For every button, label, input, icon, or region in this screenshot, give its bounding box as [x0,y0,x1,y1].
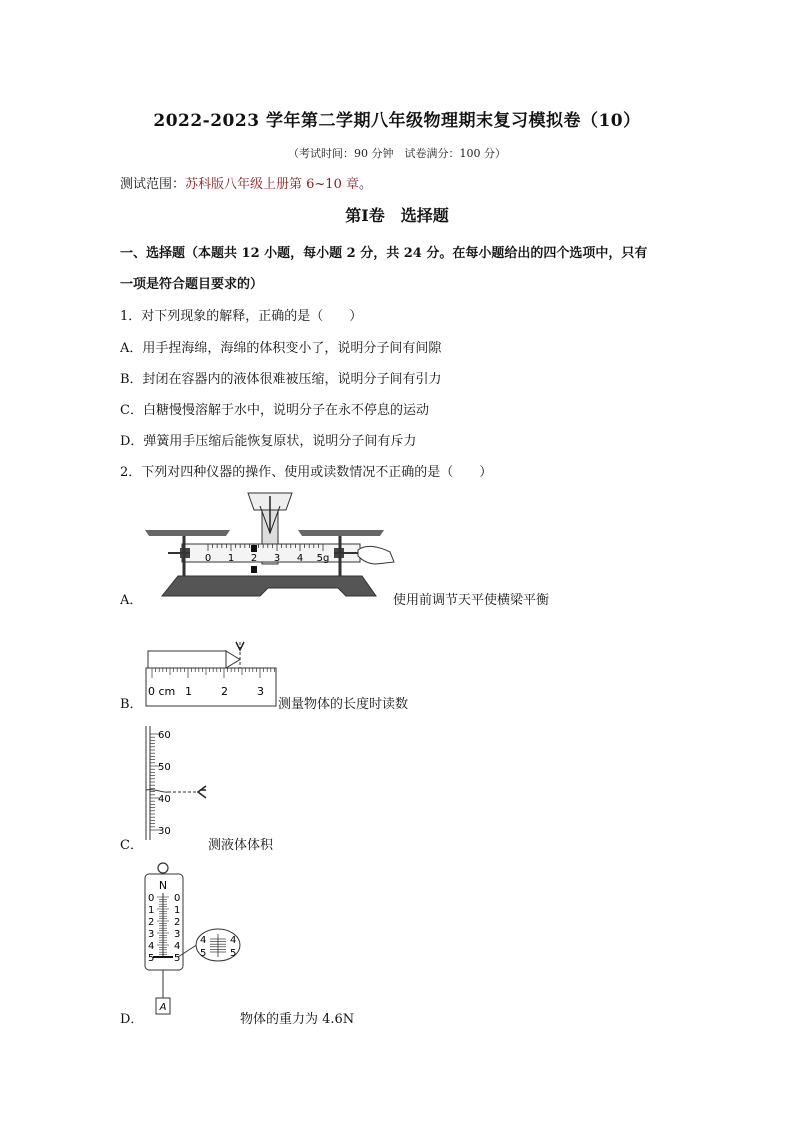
cylinder-illustration [140,724,220,844]
cylinder-tick-label: 50 [158,762,171,773]
q2-option-d-letter: D． [120,1012,144,1027]
ruler-tick-label: 2 [221,685,228,698]
weight-label: A [159,1002,167,1013]
section-heading-line1: 一、选择题（本题共 12 小题，每小题 2 分，共 24 分。在每小题给出的四个选项中，只有 [120,246,648,261]
spring-tick-label-left: 1 [148,905,155,916]
ruler-tick-label: 3 [257,685,264,698]
beam-tick-label: 1 [227,553,235,564]
zoom-tick-label-left: 4 [200,935,207,946]
liquid-meniscus [146,790,168,793]
q2-option-c-caption: 测液体体积 [208,838,274,853]
spring-tick-label-right: 2 [174,917,181,928]
zoom-tick-label-right: 5 [230,948,237,959]
spring-tick-label-left: 4 [148,941,155,952]
zoom-tick-label-right: 4 [230,935,237,946]
spring-tick-label-left: 3 [148,929,155,940]
beam-rider [251,545,257,552]
spring-tick-label-right: 5 [174,953,181,964]
q1-option-d: D．弹簧用手压缩后能恢复原状，说明分子间有斥力 [120,434,417,449]
q1-option-a: A．用手捏海绵，海绵的体积变小了，说明分子间有间隙 [120,341,442,356]
ruler-illustration [140,640,280,708]
q1-stem: 1．对下列现象的解释，正确的是（ ） [120,309,363,324]
section-heading-line2: 一项是符合题目要求的） [120,277,264,292]
left-pan [145,530,230,536]
hanging-ring [158,863,168,873]
beam-tick-label: 4 [296,553,304,564]
cylinder-tick-label: 30 [158,826,171,837]
scope-suffix: 。 [359,177,373,192]
cylinder-scale [150,730,171,837]
balance-base [162,576,376,596]
spring-tick-label-left: 2 [148,917,155,928]
beam-tick-label: 3 [273,553,281,564]
cylinder-tick-label: 60 [158,730,171,741]
spring-scale-illustration [140,860,250,1018]
beam-tick-label: 5g [316,553,330,564]
spring-tick-label-right: 1 [174,905,181,916]
spring-tick-label-left: 5 [148,953,155,964]
q2-option-c-letter: C． [120,838,143,853]
q2-option-a-caption: 使用前调节天平使横梁平衡 [393,593,550,608]
object-tip [226,651,240,668]
unit-label: N [158,879,168,892]
exam-title: 2022-2023 学年第二学期八年级物理期末复习模拟卷（10） [153,111,641,131]
zoom-tick-label-left: 5 [200,948,207,959]
hand-icon [358,546,394,564]
spring-tick-label-left: 0 [148,893,155,904]
q2-option-b-caption: 测量物体的长度时读数 [278,697,409,712]
scope-prefix: 测试范围： [120,177,186,192]
test-scope [120,173,372,192]
q2-option-d-caption: 物体的重力为 4.6N [240,1012,355,1027]
q1-option-c: C．白糖慢慢溶解于水中，说明分子在永不停息的运动 [120,403,429,418]
measured-object [148,651,226,668]
spring-tick-label-right: 4 [174,941,181,952]
balance-illustration [140,488,400,603]
beam-tick-label: 2 [250,553,258,564]
q2-option-a-letter: A． [120,593,143,608]
beam-tick-label: 0 [204,553,212,564]
exam-subtitle: （考试时间：90 分钟 试卷满分：100 分） [288,147,506,160]
eye-icon [198,786,206,798]
q1-option-b: B．封闭在容器内的液体很难被压缩，说明分子间有引力 [120,372,442,387]
cylinder-tick-label: 40 [158,794,171,805]
scope-highlight: 苏科版八年级上册第 6~10 章 [185,177,359,192]
volume-title: 第Ⅰ卷 选择题 [345,206,449,225]
spring-tick-label-right: 0 [174,893,181,904]
beam-rider-lower [251,566,257,573]
ruler-tick-label: 1 [185,685,192,698]
ruler-tick-label: 0 cm [148,685,176,698]
q2-stem: 2．下列对四种仪器的操作、使用或读数情况不正确的是（ ） [120,465,493,480]
spring-tick-label-right: 3 [174,929,181,940]
q2-option-b-letter: B． [120,697,143,712]
right-pan [298,530,384,536]
